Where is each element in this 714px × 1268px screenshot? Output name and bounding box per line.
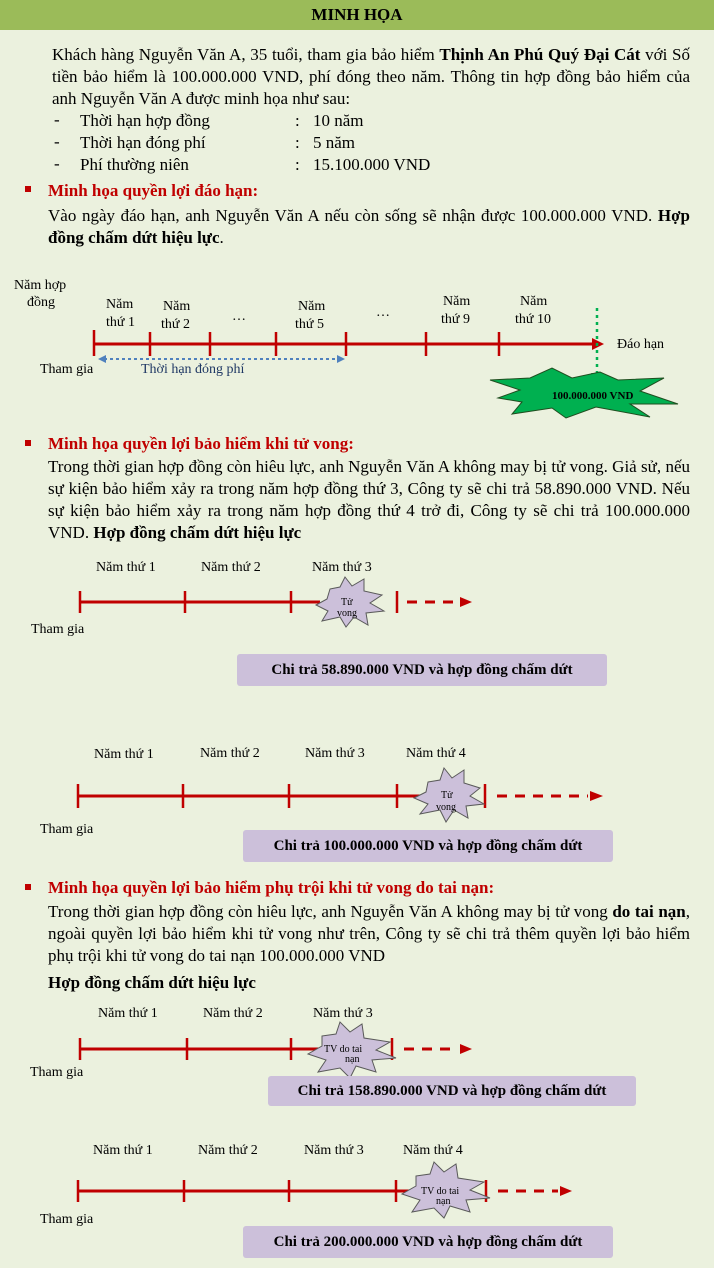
svg-text:Năm: Năm [443, 294, 471, 309]
svg-text:vong: vong [337, 608, 357, 619]
accident-text: Trong thời gian hợp đồng còn hiêu lực, anh Nguyễn Văn A không may bị tử vong do tai nạn, ngoài quyền lợi bảo hiểm khi tử vong như trên, Công ty sẽ chi trả thêm quyền lợi bảo hiểm phụ trội khi tử vong do tai nạn 100.000.000 VND [48, 902, 691, 965]
svg-text:Thời hạn đóng phí: Thời hạn đóng phí [141, 362, 245, 377]
svg-text:Tham gia: Tham gia [40, 822, 94, 837]
svg-text:Tham gia: Tham gia [31, 622, 85, 637]
svg-text:Năm thứ 3: Năm thứ 3 [312, 560, 372, 575]
info-value: 10 năm [313, 111, 364, 130]
svg-text:Năm thứ 2: Năm thứ 2 [198, 1143, 258, 1158]
death-heading: Minh họa quyền lợi bảo hiểm khi tử vong: [48, 434, 354, 453]
svg-text:Năm thứ 2: Năm thứ 2 [201, 560, 261, 575]
bullet-icon [25, 884, 31, 890]
accident-heading: Minh họa quyền lợi bảo hiểm phụ trội khi tử vong do tai nạn: [48, 878, 495, 897]
product-name: Thịnh An Phú Quý Đại Cát [439, 45, 641, 64]
svg-text:Năm thứ 1: Năm thứ 1 [93, 1143, 153, 1158]
maturity-heading: Minh họa quyền lợi đáo hạn: [48, 181, 259, 200]
svg-text:Tham gia: Tham gia [30, 1065, 84, 1080]
svg-text:Tham gia: Tham gia [40, 1212, 94, 1227]
page-header [0, 0, 714, 30]
page-title: MINH HỌA [311, 5, 403, 24]
svg-text:Năm thứ 2: Năm thứ 2 [200, 746, 260, 761]
payout-box: Chi trả 58.890.000 VND và hợp đồng chấm dứt [237, 654, 607, 686]
svg-text:Năm thứ 3: Năm thứ 3 [313, 1006, 373, 1021]
svg-text:nạn: nạn [436, 1196, 451, 1207]
svg-text:thứ 2: thứ 2 [161, 317, 190, 332]
payout-box: Chi trả 100.000.000 VND và hợp đồng chấm dứt [243, 830, 613, 862]
svg-text:100.000.000 VND: 100.000.000 VND [552, 390, 634, 402]
svg-text:thứ 9: thứ 9 [441, 312, 470, 327]
svg-text:thứ 5: thứ 5 [295, 317, 324, 332]
death-timeline-year3 [0, 555, 714, 635]
maturity-timeline [0, 270, 714, 440]
svg-text:…: … [376, 305, 390, 320]
info-label: Thời hạn đóng phí [80, 133, 206, 152]
payout-box: Chi trả 200.000.000 VND và hợp đồng chấm dứt [243, 1226, 613, 1258]
svg-text:…: … [232, 309, 246, 324]
svg-text:Năm thứ 4: Năm thứ 4 [403, 1143, 463, 1158]
svg-text:Tử: Tử [341, 597, 353, 608]
svg-text:TV do tai: TV do tai [324, 1044, 363, 1055]
info-label: Phí thường niên [80, 155, 189, 174]
payout-box: Chi trả 158.890.000 VND và hợp đồng chấm dứt [268, 1076, 636, 1106]
svg-text:thứ 1: thứ 1 [106, 315, 135, 330]
svg-text:Năm: Năm [298, 299, 326, 314]
bullet-icon [25, 440, 31, 446]
svg-text:Năm: Năm [106, 297, 134, 312]
svg-text:Năm thứ 1: Năm thứ 1 [96, 560, 156, 575]
svg-text:Năm: Năm [163, 299, 191, 314]
svg-text:nạn: nạn [345, 1054, 360, 1065]
info-value: 5 năm [313, 133, 356, 152]
bullet-icon [25, 186, 31, 192]
svg-text:Đáo hạn: Đáo hạn [617, 337, 665, 352]
svg-text:Năm thứ 1: Năm thứ 1 [98, 1006, 158, 1021]
svg-text:Năm thứ 3: Năm thứ 3 [304, 1143, 364, 1158]
svg-text:Năm thứ 2: Năm thứ 2 [203, 1006, 263, 1021]
svg-text:Năm: Năm [520, 294, 548, 309]
svg-text:Năm thứ 1: Năm thứ 1 [94, 747, 154, 762]
svg-text:Tham gia: Tham gia [40, 362, 94, 377]
svg-text:Năm hợp: Năm hợp [14, 278, 67, 293]
info-value: 15.100.000 VND [313, 155, 431, 174]
intro-paragraph: Khách hàng Nguyễn Văn A, 35 tuổi, tham gia bảo hiểm Thịnh An Phú Quý Đại Cát với Số tiền bảo hiểm là 100.000.000 VND, phí đóng theo năm. Thông tin hợp đồng bảo hiểm của anh Nguyễn Văn A được minh họa như sau: [52, 45, 690, 108]
svg-text:thứ 10: thứ 10 [515, 312, 551, 327]
svg-text:Tử: Tử [441, 790, 453, 801]
maturity-text: Vào ngày đáo hạn, anh Nguyễn Văn A nếu còn sống sẽ nhận được 100.000.000 VND. Hợp đồng chấm dứt hiệu lực. [48, 206, 690, 247]
svg-text:đồng: đồng [27, 295, 55, 310]
info-label: Thời hạn hợp đồng [80, 111, 210, 130]
svg-text:vong: vong [436, 802, 456, 813]
svg-text:TV do tai: TV do tai [421, 1186, 460, 1197]
death-text: Trong thời gian hợp đồng còn hiêu lực, anh Nguyễn Văn A không may bị tử vong. Giả sử, nếu sự kiện bảo hiểm xảy ra trong năm hợp đồng thứ 3, Công ty sẽ chi trả 58.890.000 VND. Nếu sự kiện bảo hiểm xảy ra trong năm hợp đồng thứ 4 trở đi, Công ty sẽ chi trả 100.000.000 VND. Hợp đồng chấm dứt hiệu lực [48, 457, 690, 542]
svg-text:Năm thứ 3: Năm thứ 3 [305, 746, 365, 761]
death-timeline-year4 [0, 740, 714, 837]
svg-text:Năm thứ 4: Năm thứ 4 [406, 746, 466, 761]
accident-conclusion: Hợp đồng chấm dứt hiệu lực [48, 973, 256, 992]
accident-timeline-year4 [0, 1136, 714, 1226]
accident-timeline-year3 [0, 1000, 714, 1085]
